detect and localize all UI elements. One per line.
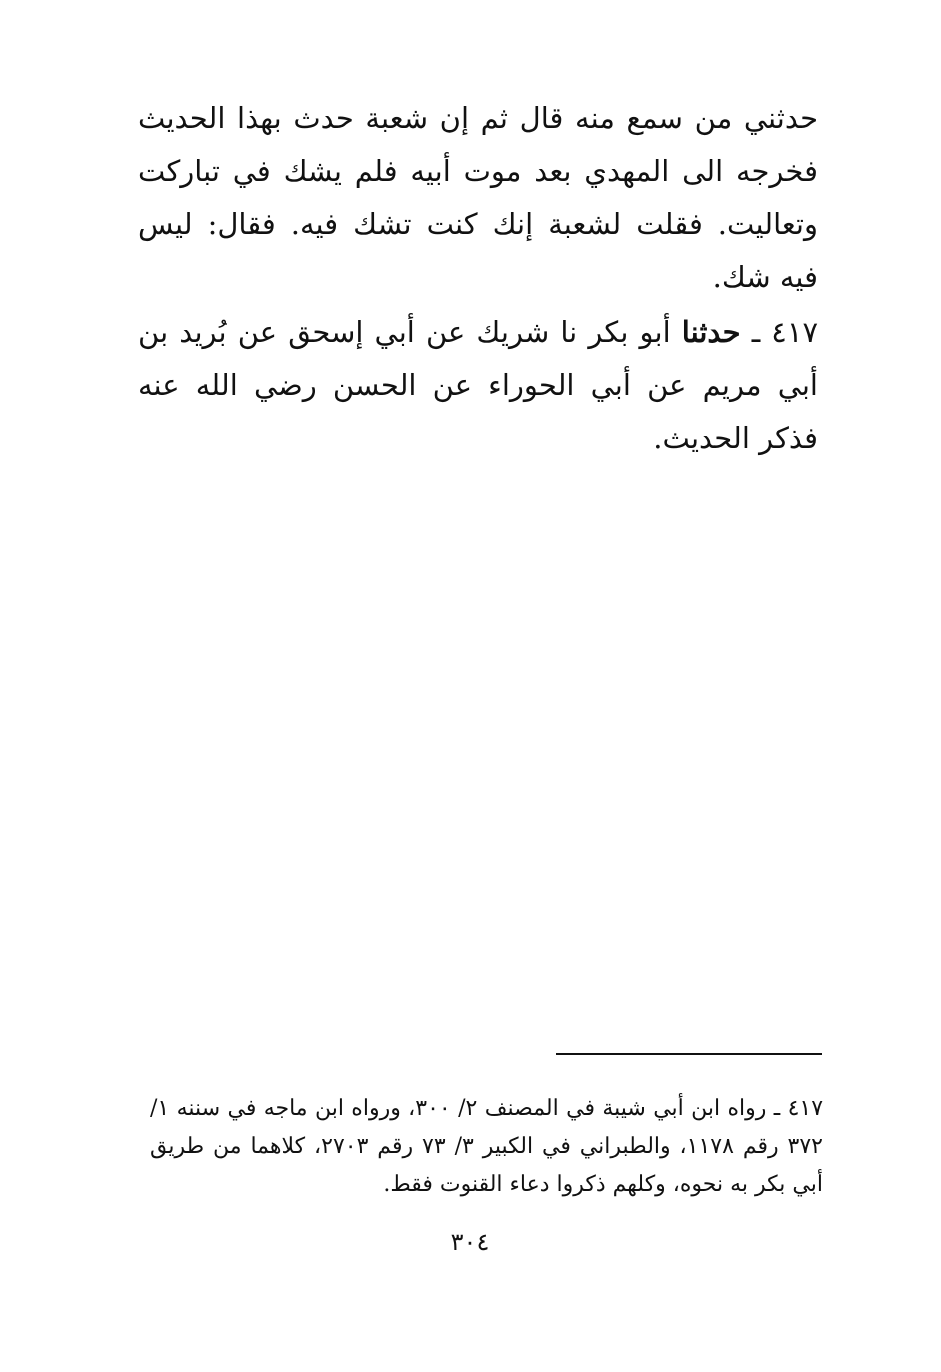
hadith-number: ٤١٧ ـ — [751, 315, 819, 349]
narration-head: حدثنا — [681, 315, 741, 349]
main-text-block — [138, 92, 818, 465]
footnote: ٤١٧ ـ رواه ابن أبي شيبة في المصنف ٢/ ٣٠٠، ورواه ابن ماجه في سننه ١/ ٣٧٢ رقم ١١٧٨، والطبراني في الكبير ٣/ ٧٣ رقم ٢٧٠٣، كلاهما من طريق أبي بكر به نحوه، وكلهم ذكروا دعاء القنوت فقط. — [150, 1096, 824, 1197]
hadith-paragraph-417 — [138, 306, 818, 465]
hadith-text: أبو بكر نا شريك عن أبي إسحق عن بُريد بن أبي مريم عن أبي الحوراء عن الحسن رضي الله عنه فذكر الحديث. — [138, 315, 818, 455]
page-number: ٣٠٤ — [450, 1228, 490, 1256]
footnote-separator — [556, 1053, 822, 1055]
paragraph-continuation: حدثني من سمع منه قال ثم إن شعبة حدث بهذا الحديث فخرجه الى المهدي بعد موت أبيه فلم يشك في تباركت وتعاليت. فقلت لشعبة إنك كنت تشك فيه. فقال: ليس فيه شك. — [138, 101, 818, 294]
